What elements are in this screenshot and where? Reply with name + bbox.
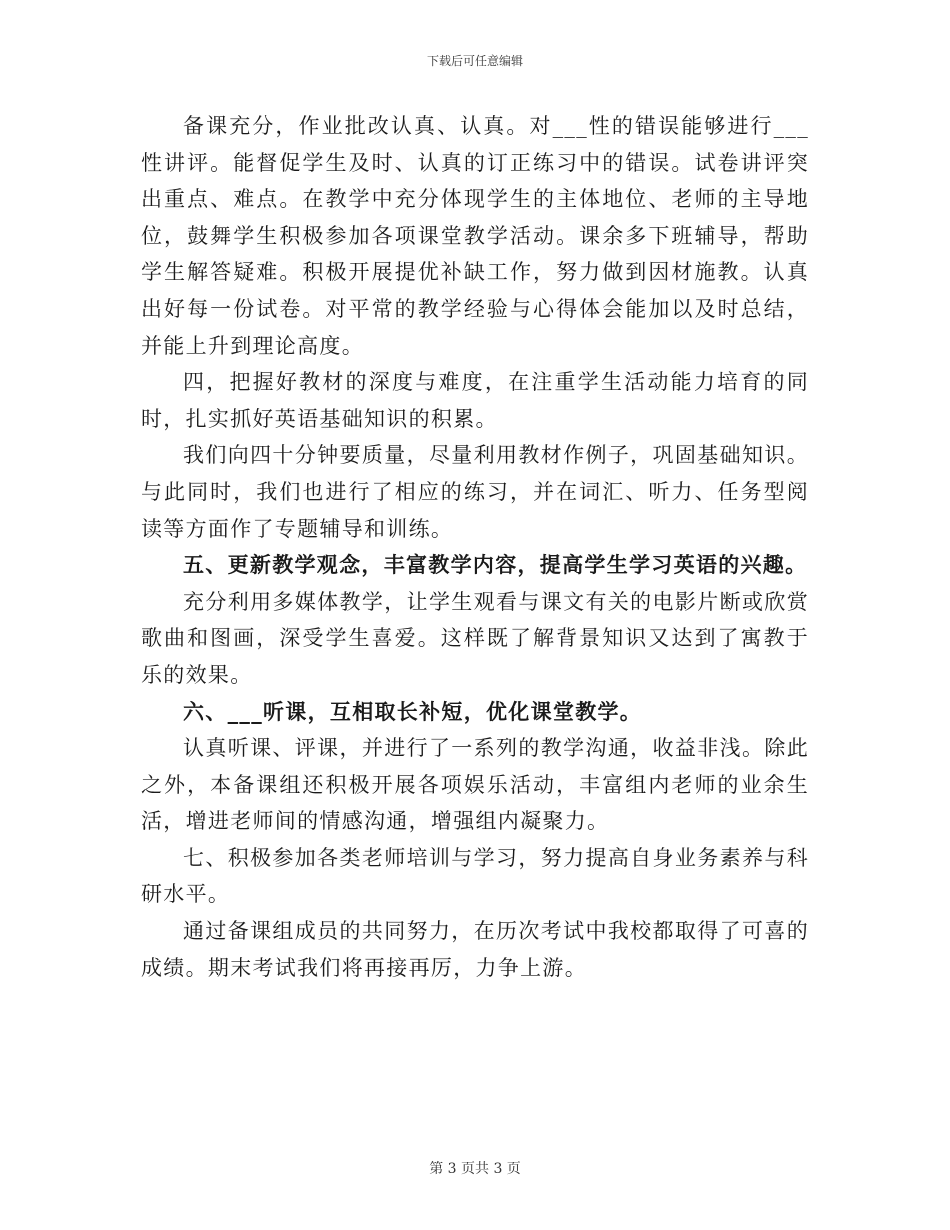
paragraph-quality: 我们向四十分钟要质量，尽量利用教材作例子，巩固基础知识。与此同时，我们也进行了相应的练习，并在词汇、听力、任务型阅读等方面作了专题辅导和训练。 xyxy=(141,443,809,541)
heading-section-six: 六、___听课，互相取长补短，优化课堂教学。 xyxy=(183,698,643,724)
paragraph-conclusion: 通过备课组成员的共同努力，在历次考试中我校都取得了可喜的成绩。期末考试我们将再接再厉，力争上游。 xyxy=(141,919,809,980)
paragraph-observation: 认真听课、评课，并进行了一系列的教学沟通，收益非浅。除此之外，本备课组还积极开展各项娱乐活动，丰富组内老师的业余生活，增进老师间的情感沟通，增强组内凝聚力。 xyxy=(141,736,809,834)
document-body xyxy=(141,108,809,986)
paragraph-section-seven: 七、积极参加各类老师培训与学习，努力提高自身业务素养与科研水平。 xyxy=(141,845,809,907)
page-footer: 第 3 页共 3 页 xyxy=(429,1161,521,1177)
paragraph-section-four: 四，把握好教材的深度与难度，在注重学生活动能力培育的同时，扎实抓好英语基础知识的积累。 xyxy=(141,370,809,431)
page-header: 下载后可任意编辑 xyxy=(426,54,523,68)
paragraph-lesson-prep: 备课充分，作业批改认真、认真。对___性的错误能够进行___性讲评。能督促学生及时、认真的订正练习中的错误。试卷讲评突出重点、难点。在教学中充分体现学生的主体地位、老师的主导地位，鼓舞学生积极参加各项课堂教学活动。课余多下班辅导，帮助学生解答疑难。积极开展提优补缺工作，努力做到因材施教。认真出好每一份试卷。对平常的教学经验与心得体会能加以及时总结，并能上升到理论高度。 xyxy=(141,114,809,358)
heading-section-five: 五、更新教学观念，丰富教学内容，提高学生学习英语的兴趣。 xyxy=(183,552,808,578)
paragraph-multimedia: 充分利用多媒体教学，让学生观看与课文有关的电影片断或欣赏歌曲和图画，深受学生喜爱。这样既了解背景知识又达到了寓教于乐的效果。 xyxy=(141,589,809,687)
